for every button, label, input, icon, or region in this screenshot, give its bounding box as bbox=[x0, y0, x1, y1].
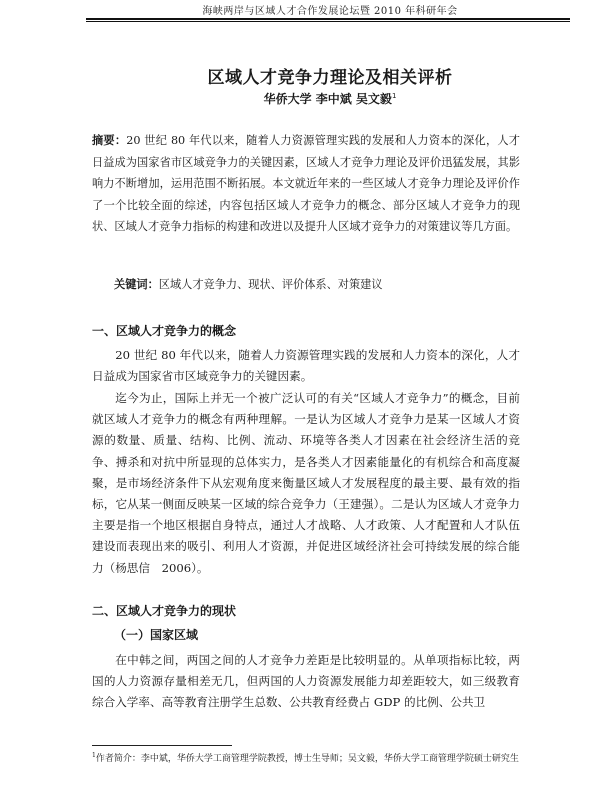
keywords-label: 关键词： bbox=[114, 277, 159, 291]
abstract-text: 20 世纪 80 年代以来，随着人力资源管理实践的发展和人力资本的深化，人才日益成为国家省市区域竞争力的关键因素，区域人才竞争力理论及评价迅猛发展，其影响力不断增加，运用范围不断拓展。本文就近年来的一些区域人才竞争力理论及评价作了一个比较全面的综述，内容包括区域人才竞争力的概念、部分区域人才竞争力的现状、区域人才竞争力指标的构建和改进以及提升人区域才竞争力的对策建议等几方面。 bbox=[92, 134, 520, 234]
running-header: 海峡两岸与区域人才合作发展论坛暨 2010 年科研年会 bbox=[202, 6, 458, 17]
keywords-text: 区域人才竞争力、现状、评价体系、对策建议 bbox=[158, 278, 383, 291]
section-1-heading: 一、区域人才竞争力的概念 bbox=[92, 324, 237, 338]
section-2-1-heading: （一）国家区域 bbox=[114, 628, 199, 642]
article-title: 区域人才竞争力理论及相关评析 bbox=[207, 68, 453, 88]
footnote-rule bbox=[92, 745, 232, 746]
author-footnote-mark: 1 bbox=[391, 92, 397, 100]
paragraph-3: 在中韩之间，两国之间的人才竞争力差距是比较明显的。从单项指标比较，两国的人力资源存量相差无几，但两国的人力资源发展能力却差距较大，如三级教育综合入学率、高等教育注册学生总数、公共教育经费占 GDP 的比例、公共卫 bbox=[92, 653, 520, 710]
paragraph-2: 迄今为止，国际上并无一个被广泛认可的有关“区域人才竞争力”的概念，目前就区域人才竞争力的概念有两种理解。一是认为区域人才竞争力是某一区域人才资源的数量、质量、结构、比例、流动、环境等各类人才因素在社会经济生活的竞争、搏杀和对抗中所显现的总体实力，是各类人才因素能量化的有机综合和高度凝聚，是市场经济条件下从宏观角度来衡量区域人才发展程度的最主要、最有效的指标，它从某一侧面反映某一区域的综合竞争力（王建强）。二是认为区域人才竞争力主要是指一个地区根据自身特点，通过人才战略、人才政策、人才配置和人才队伍建设而表现出来的吸引、利用人才资源，并促进区域经济社会可持续发展的综合能力（杨思信 2006）。 bbox=[92, 391, 520, 575]
abstract-label: 摘要： bbox=[92, 133, 127, 147]
header-rule-thin bbox=[86, 21, 570, 22]
footnote bbox=[92, 748, 524, 767]
paragraph-1: 20 世纪 80 年代以来，随着人力资源管理实践的发展和人力资本的深化，人才日益成为国家省市区域竞争力的关键因素。 bbox=[92, 348, 520, 384]
header-rule bbox=[86, 18, 570, 20]
article-authors bbox=[90, 90, 570, 107]
footnote-mark: 1 bbox=[92, 752, 96, 759]
author-names: 华侨大学 李中斌 吴文毅 bbox=[263, 92, 392, 106]
keywords bbox=[114, 276, 554, 292]
section-2-heading: 二、区域人才竞争力的现状 bbox=[92, 604, 237, 618]
footnote-text: 作者简介：李中斌，华侨大学工商管理学院教授，博士生导师；吴文毅，华侨大学工商管理学院硕士研究生 bbox=[95, 754, 519, 764]
abstract bbox=[92, 130, 520, 238]
